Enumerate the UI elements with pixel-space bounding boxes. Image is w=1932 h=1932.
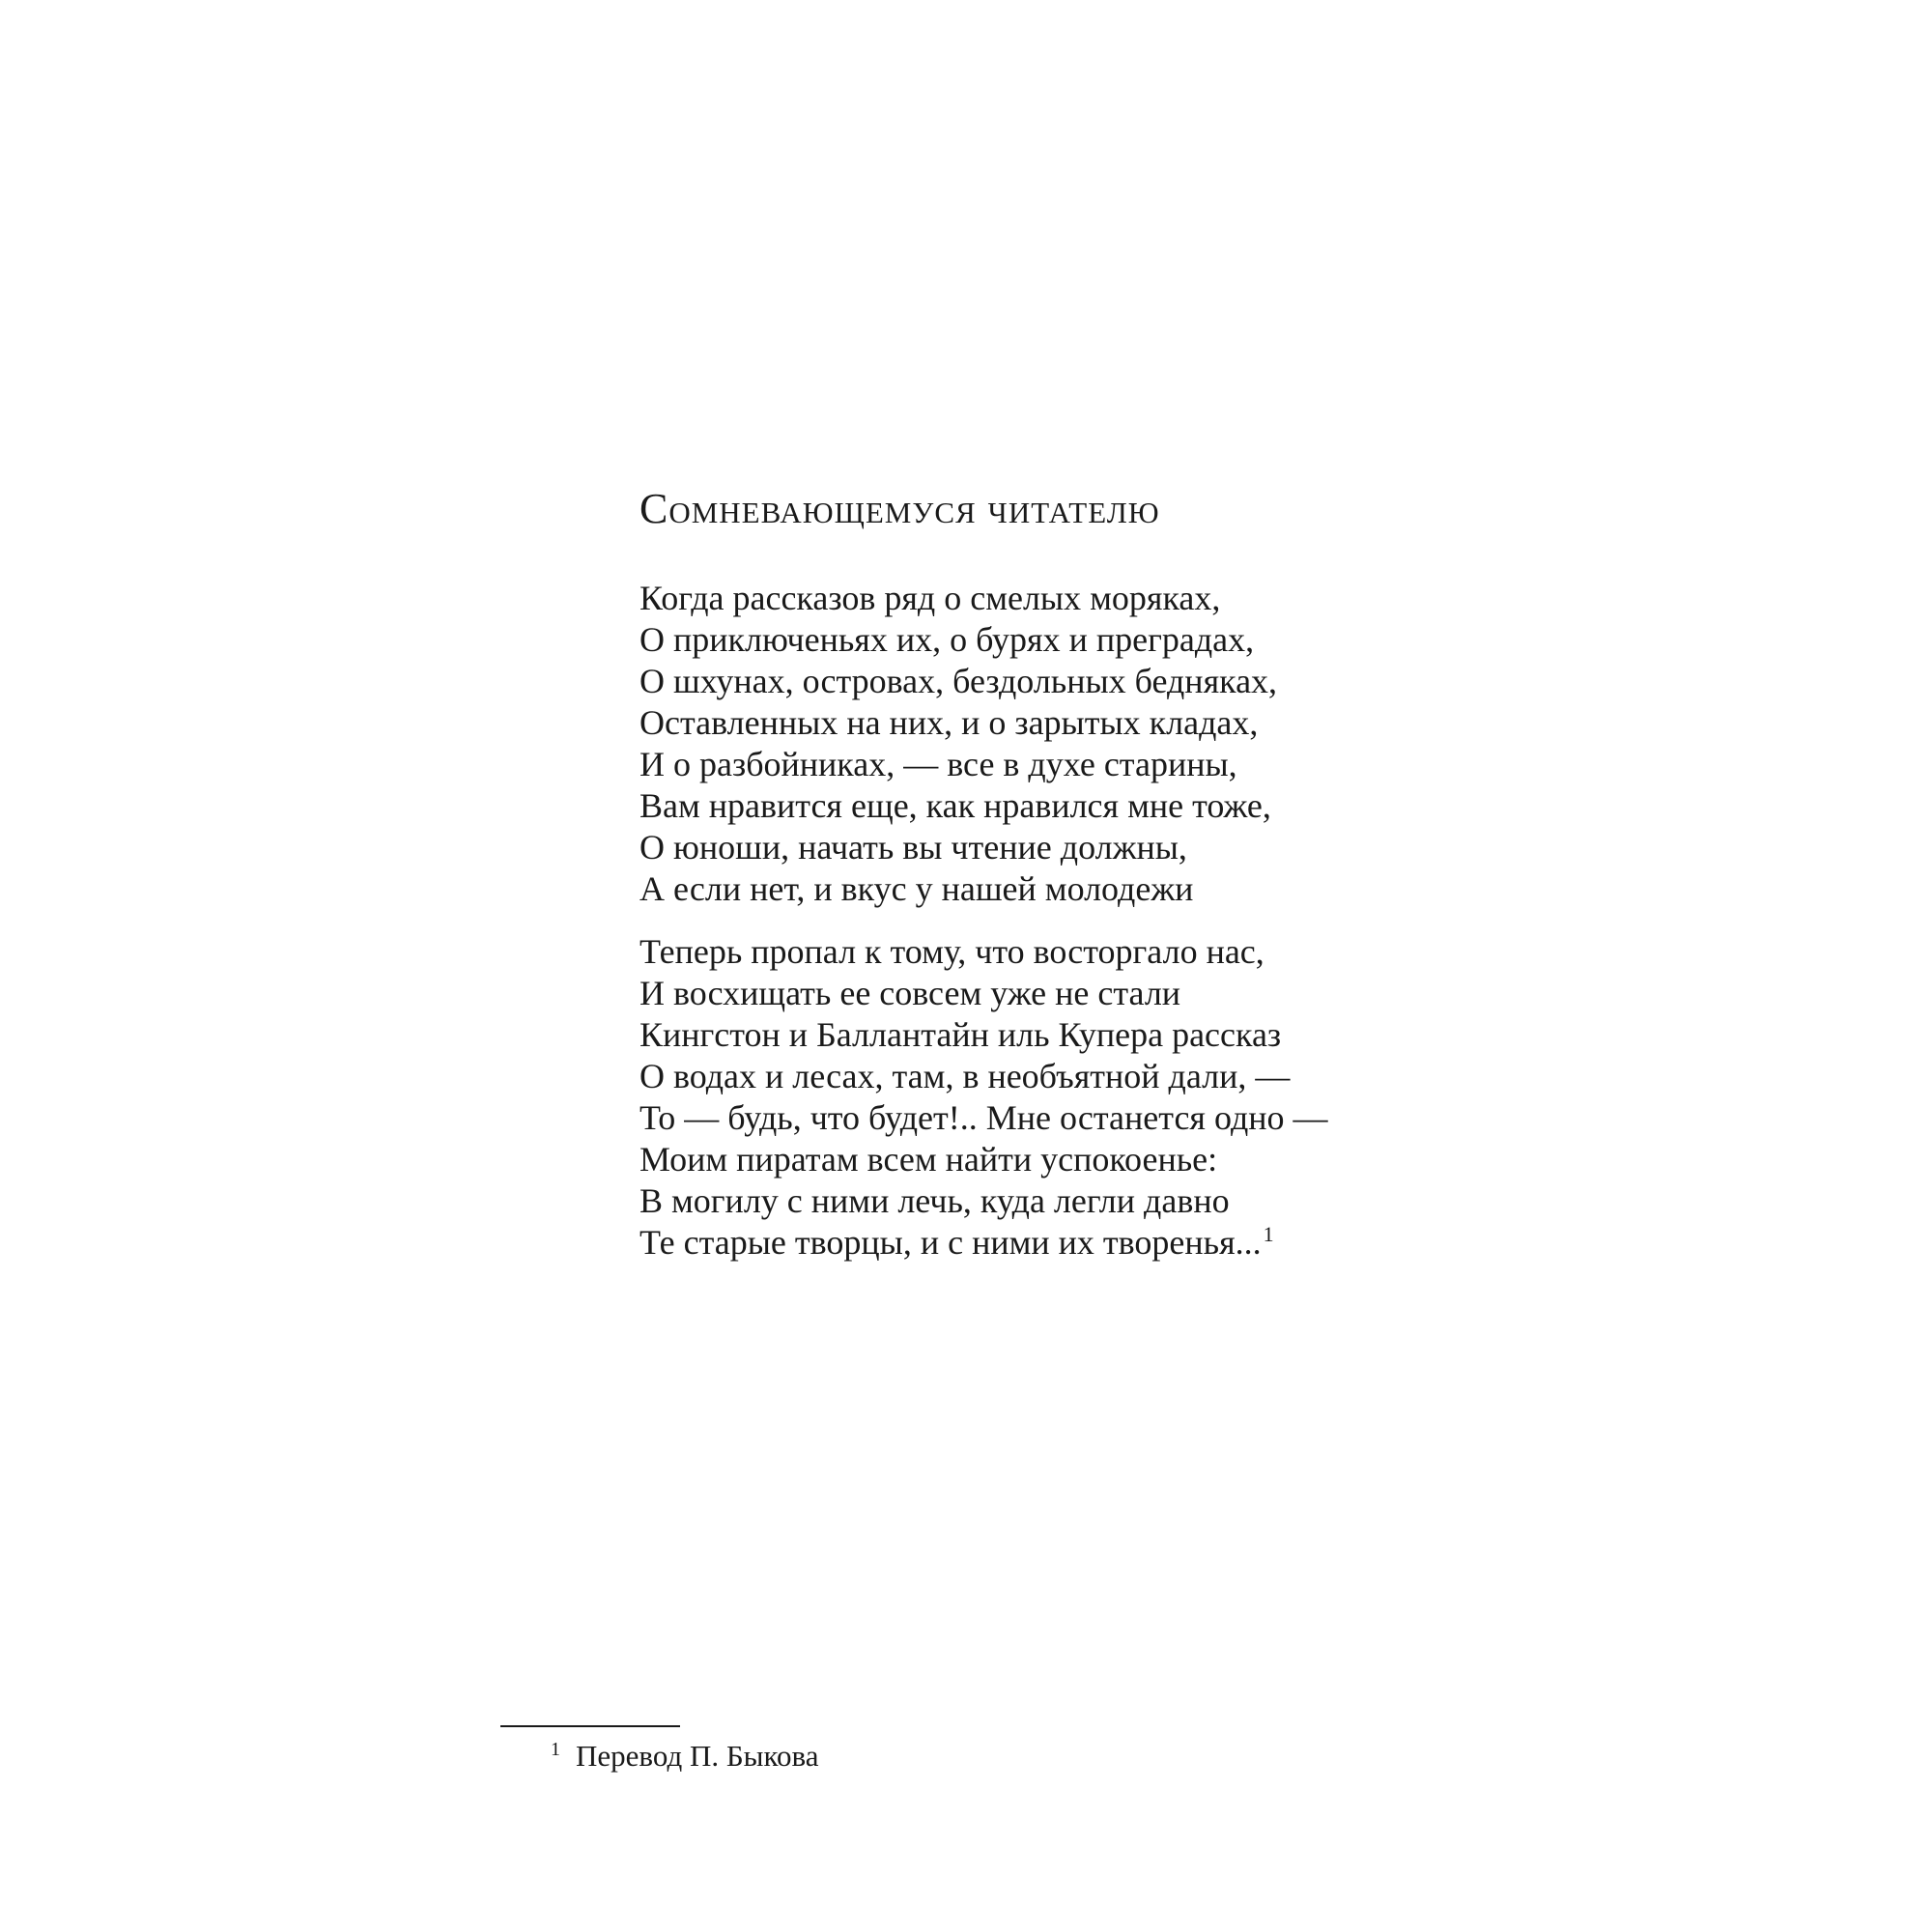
poem-line: О шхунах, островах, бездольных бедняках, [639,662,1278,700]
poem-line: Когда рассказов ряд о смелых моряках, [639,579,1221,617]
poem-line-last [639,1222,1509,1264]
poem-line: Кингстон и Баллантайн иль Купера рассказ [639,1015,1282,1054]
poem [639,480,1509,1264]
poem-line: Вам нравится еще, как нравился мне тоже, [639,786,1271,825]
poem-line: О приключеньях их, о бурях и преградах, [639,620,1255,659]
stanza-1 [639,578,1509,910]
poem-line: А если нет, и вкус у нашей молодежи [639,869,1194,908]
poem-line-text: Те старые творцы, и с ними их творенья... [639,1223,1262,1262]
footnote-number: 1 [551,1738,560,1760]
footnote [551,1735,818,1777]
footnote-reference[interactable]: 1 [1263,1222,1274,1246]
poem-line: О юноши, начать вы чтение должны, [639,828,1187,867]
footnote-text: Перевод П. Быкова [576,1739,819,1773]
poem-line: И восхищать ее совсем уже не стали [639,974,1181,1012]
poem-line: Моим пиратам всем найти успокоенье: [639,1140,1218,1179]
poem-line: И о разбойниках, — все в духе старины, [639,745,1237,783]
poem-line: В могилу с ними лечь, куда легли давно [639,1181,1230,1220]
poem-line: О водах и лесах, там, в необъятной дали, — [639,1057,1291,1095]
footnote-divider [500,1725,680,1727]
poem-line: Теперь пропал к тому, что восторгало нас, [639,932,1264,971]
stanza-2 [639,931,1509,1264]
poem-line: Оставленных на них, и о зарытых кладах, [639,703,1259,742]
poem-line: То — будь, что будет!.. Мне останется одно — [639,1098,1328,1137]
poem-title: Сомневающемуся читателю [639,485,1160,532]
